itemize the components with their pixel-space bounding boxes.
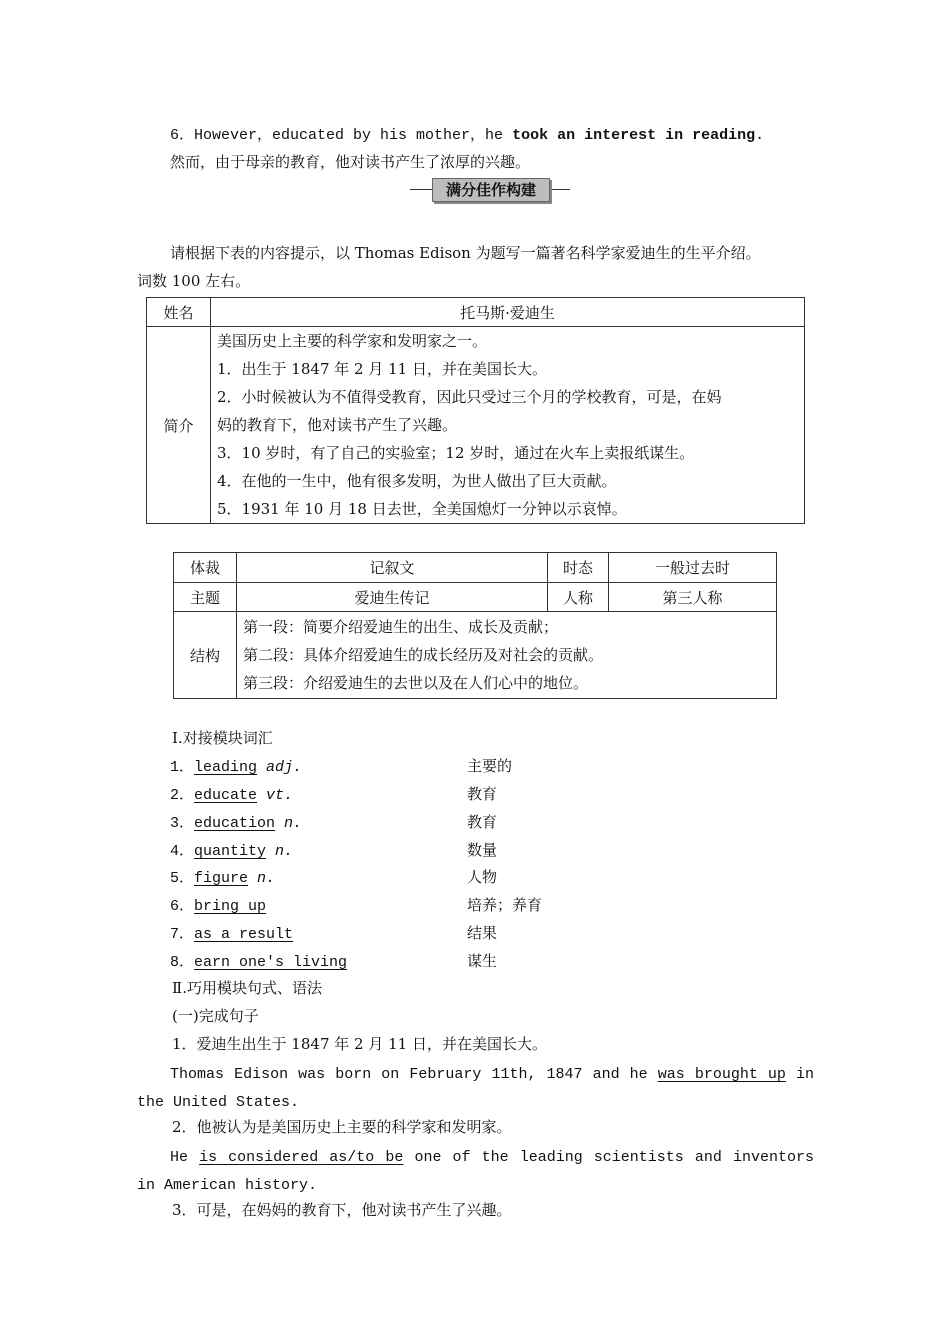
vocab-meaning: 主要的 [467, 757, 513, 775]
vocab-num: 5． [170, 870, 195, 887]
intro-content [211, 327, 805, 524]
vocab-num: 1． [170, 759, 195, 776]
vocab-word: educate [194, 787, 258, 804]
name-value: 托马斯·爱迪生 [211, 298, 805, 327]
question-2-chinese: 2．他被认为是美国历史上主要的科学家和发明家。 [172, 1118, 512, 1136]
structure-line: 第三段：介绍爱迪生的去世以及在人们心中的地位。 [243, 674, 589, 692]
vocab-num: 6． [170, 898, 195, 915]
sentence-number: 6． [170, 127, 195, 144]
sentence-6-chinese: 然而，由于母亲的教育，他对读书产生了浓厚的兴趣。 [170, 153, 531, 171]
vocab-pos: adj. [266, 759, 303, 776]
answer-blank: was brought up [657, 1066, 786, 1083]
person-label: 人称 [548, 583, 609, 612]
vocab-item [170, 866, 275, 887]
grammar-heading: Ⅱ.巧用模块句式、语法 [172, 979, 322, 997]
sentence-text: However，educated by his mother，he [194, 127, 513, 144]
vocab-item [170, 755, 302, 776]
vocab-word: earn one's living [194, 954, 348, 971]
intro-line: 1．出生于 1847 年 2 月 11 日，并在美国长大。 [217, 360, 547, 378]
tense-label: 时态 [548, 553, 609, 583]
vocab-heading: Ⅰ.对接模块词汇 [172, 729, 273, 747]
structure-content [237, 612, 777, 699]
question-3-chinese: 3．可是，在妈妈的教育下，他对读书产生了兴趣。 [172, 1201, 512, 1219]
intro-line: 5．1931 年 10 月 18 日去世，全美国熄灯一分钟以示哀悼。 [217, 500, 627, 518]
vocab-word: leading [194, 759, 258, 776]
vocab-num: 7． [170, 926, 195, 943]
vocab-word: as a result [194, 926, 294, 943]
sentence-text: one of the leading scientists and inventors in American history. [137, 1149, 814, 1194]
intro-label: 简介 [147, 327, 211, 524]
sentence-text: Thomas Edison was born on February 11th, 1847 and he [170, 1066, 658, 1083]
vocab-word: quantity [194, 843, 267, 860]
section-banner [410, 177, 570, 203]
vocab-meaning: 教育 [467, 813, 498, 831]
profile-table [146, 297, 805, 524]
name-label: 姓名 [147, 298, 211, 327]
intro-line: 美国历史上主要的科学家和发明家之一。 [217, 332, 488, 350]
vocab-num: 3． [170, 815, 195, 832]
vocab-pos: n. [284, 815, 303, 832]
vocab-word: bring up [194, 898, 267, 915]
sentence-text: He [170, 1149, 200, 1166]
sentence-key-phrase: took an interest in reading [512, 127, 756, 144]
vocab-word: education [194, 815, 276, 832]
person-value: 第三人称 [609, 583, 777, 612]
question-2-english [137, 1144, 814, 1200]
genre-label: 体裁 [174, 553, 237, 583]
task-line-1: 请根据下表的内容提示，以 Thomas Edison 为题写一篇著名科学家爱迪生的生平介绍。 [170, 244, 761, 262]
structure-label: 结构 [174, 612, 237, 699]
vocab-item [170, 894, 266, 915]
vocab-meaning: 谋生 [467, 952, 498, 970]
writing-guide-table [173, 552, 777, 699]
vocab-meaning: 数量 [467, 841, 498, 859]
grammar-subheading: (一)完成句子 [172, 1007, 259, 1025]
answer-blank: is considered as/to be [199, 1149, 404, 1166]
sentence-text: in the United States. [137, 1066, 814, 1111]
topic-value: 爱迪生传记 [237, 583, 548, 612]
vocab-item [170, 922, 293, 943]
task-line-2: 词数 100 左右。 [137, 272, 251, 290]
vocab-item [170, 783, 293, 804]
vocab-num: 4． [170, 843, 195, 860]
sentence-6-english [170, 123, 764, 144]
question-1-chinese: 1．爱迪生出生于 1847 年 2 月 11 日，并在美国长大。 [172, 1035, 547, 1053]
vocab-word: figure [194, 870, 249, 887]
intro-line: 妈的教育下，他对读书产生了兴趣。 [217, 416, 458, 434]
intro-line: 4．在他的一生中，他有很多发明，为世人做出了巨大贡献。 [217, 472, 617, 490]
vocab-pos: n. [275, 843, 294, 860]
intro-line: 3．10 岁时，有了自己的实验室；12 岁时，通过在火车上卖报纸谋生。 [217, 444, 695, 462]
vocab-meaning: 人物 [467, 868, 498, 886]
vocab-meaning: 结果 [467, 924, 498, 942]
vocab-item [170, 950, 347, 971]
question-1-english [137, 1061, 814, 1117]
structure-line: 第二段：具体介绍爱迪生的成长经历及对社会的贡献。 [243, 646, 604, 664]
intro-line: 2．小时候被认为不值得受教育，因此只受过三个月的学校教育，可是，在妈 [217, 388, 722, 406]
vocab-item [170, 839, 293, 860]
vocab-num: 8． [170, 954, 195, 971]
sentence-end: . [755, 127, 765, 144]
vocab-pos: n. [257, 870, 276, 887]
vocab-num: 2． [170, 787, 195, 804]
vocab-meaning: 教育 [467, 785, 498, 803]
section-banner-title: 满分佳作构建 [432, 178, 550, 202]
structure-line: 第一段：简要介绍爱迪生的出生、成长及贡献； [243, 618, 559, 636]
vocab-item [170, 811, 302, 832]
vocab-meaning: 培养；养育 [467, 896, 543, 914]
genre-value: 记叙文 [237, 553, 548, 583]
tense-value: 一般过去时 [609, 553, 777, 583]
topic-label: 主题 [174, 583, 237, 612]
vocab-pos: vt. [266, 787, 294, 804]
